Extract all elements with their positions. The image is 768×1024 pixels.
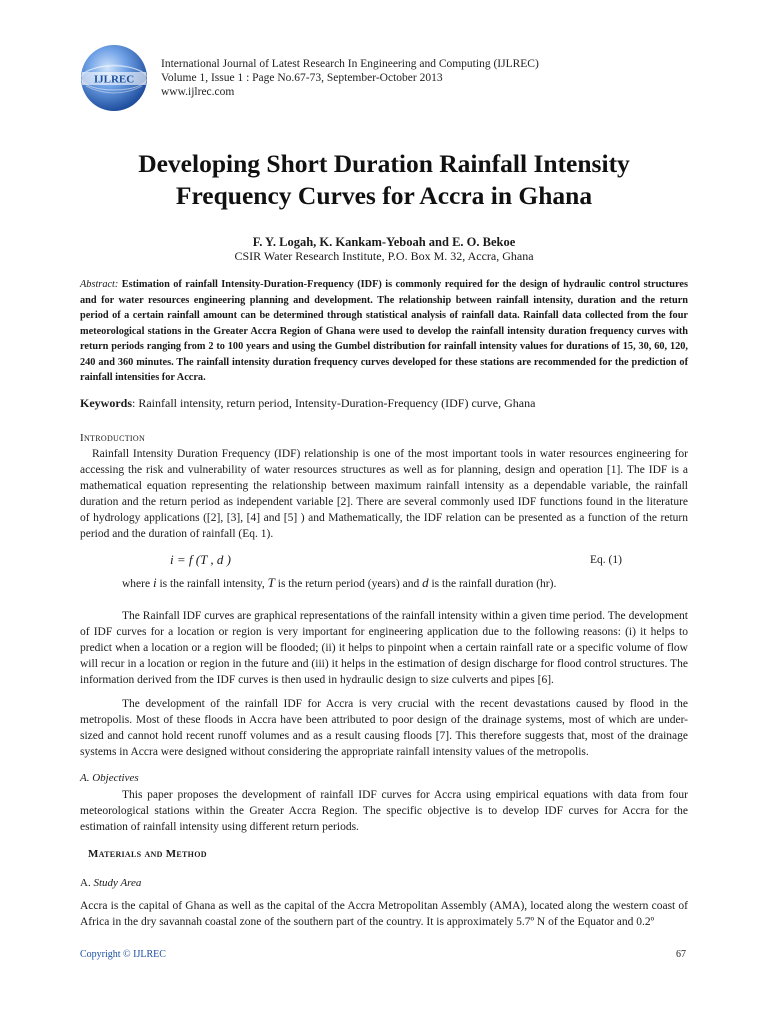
where-text: is the rainfall intensity,: [156, 578, 268, 590]
introduction-paragraph-2: The Rainfall IDF curves are graphical representations of the rainfall intensity within a given time period. The development of IDF curves for a location or region is very important for engineering application due to the following reasons: (i) it helps to predict when a location or a region will be flooded; (ii) it helps to pinpoint when a certain rainfall rate or a specific volume of flow will recur in a location or region in the future and (iii) it helps in the estimation of design discharge for flood control structures. The information derived from the IDF curves is then used in hydraulic design to size culverts and pipes [6].: [80, 610, 688, 686]
copyright-notice[interactable]: Copyright © IJLREC: [80, 949, 166, 960]
ijlrec-logo: [80, 44, 148, 112]
study-area-paragraph: Accra is the capital of Ghana as well as the capital of the Accra Metropolitan Assembly (AMA), located along the western coast of Africa in the dry savannah coastal zone of the southern part of the country. It is approximately 5.7º N of the Equator and 0.2º: [80, 900, 688, 928]
introduction-paragraph-1: Rainfall Intensity Duration Frequency (IDF) relationship is one of the most important tools in water resources engineering for accessing the risk and vulnerability of water resources structures as well as for planning, design and operation [1]. The IDF is a mathematical equation representing the relationship between maximum rainfall intensity as a dependable variable, the rainfall duration and the return period as independent variable [2]. There are several commonly used IDF functions found in the literature of hydrology applications ([2], [3], [4] and [5] ) and Mathematically, the IDF relation can be presented as a function of the return period and the duration of rainfall (Eq. 1).: [80, 448, 688, 540]
introduction-heading: Introduction: [80, 432, 146, 444]
page-number: 67: [676, 949, 686, 960]
logo-text: IJLREC: [93, 73, 135, 86]
equation-1: i = f (T , d ): [170, 552, 231, 567]
study-area-heading: [80, 877, 141, 889]
abstract-text: Estimation of rainfall Intensity-Duration-Frequency (IDF) is commonly required for the design of hydraulic control structures and for water resources engineering planning and development. The relationship between rainfall intensity, duration and the return period of a certain rainfall amount can be determined through statistical analysis of rainfall data. Rainfall data collected from the four meteorological stations in the Greater Accra Region of Ghana were used to develop the rainfall intensity duration frequency curves with return periods ranging from 2 to 100 years and using the Gumbel distribution for rainfall intensity values for durations of 15, 30, 60, 120, 240 and 360 minutes. The rainfall intensity duration frequency curves developed for these stations are recommended for the prediction of rainfall intensities for Accra.: [80, 279, 688, 383]
where-text: where: [122, 578, 153, 590]
var-T: T: [267, 575, 275, 590]
paper-title: [60, 148, 708, 212]
affiliation: CSIR Water Research Institute, P.O. Box M. 32, Accra, Ghana: [234, 249, 534, 263]
study-area-prefix: A.: [80, 877, 94, 889]
var-d: d: [422, 575, 429, 590]
objectives-paragraph: This paper proposes the development of rainfall IDF curves for Accra using empirical equations with data from four meteorological stations within the Greater Accra Region. The specific objective is to develop IDF curves for Accra for the estimation of rainfall intensity using different return periods.: [80, 789, 688, 833]
where-text: is the return period (years) and: [274, 578, 423, 590]
journal-name: International Journal of Latest Research In Engineering and Computing (IJLREC): [161, 58, 539, 70]
keywords: [80, 395, 688, 411]
keywords-label: Keywords: [80, 396, 132, 410]
equation-number: Eq. (1): [590, 554, 622, 566]
volume-line: Volume 1, Issue 1 : Page No.67-73, September-October 2013: [161, 72, 443, 84]
where-text: is the rainfall duration (hr).: [428, 578, 557, 590]
keywords-text: : Rainfall intensity, return period, Intensity-Duration-Frequency (IDF) curve, Ghana: [132, 396, 536, 410]
title-line-1: Developing Short Duration Rainfall Intensity: [138, 149, 630, 178]
equation-where: [122, 575, 556, 592]
abstract: [80, 277, 688, 386]
abstract-label: Abstract:: [80, 279, 119, 290]
journal-header: [161, 57, 721, 99]
study-area-title: Study Area: [93, 877, 142, 889]
title-line-2: Frequency Curves for Accra in Ghana: [175, 181, 593, 210]
journal-website[interactable]: www.ijlrec.com: [161, 86, 235, 98]
introduction-paragraph-3: The development of the rainfall IDF for Accra is very crucial with the recent devastations caused by flood in the metropolis. Most of these floods in Accra have been attributed to poor design of the drainage systems, most of which are under-sized and cannot hold recent runoff volumes and as a result causing floods [7]. This therefore suggests that, most of the drainage systems in Accra were designed without considering the appropriate rainfall intensity values of the metropolis.: [80, 698, 688, 758]
methods-heading: Materials and Method: [88, 848, 207, 860]
objectives-heading: A. Objectives: [80, 772, 139, 784]
var-i: i: [152, 575, 157, 590]
authors: F. Y. Logah, K. Kankam-Yeboah and E. O. Bekoe: [252, 235, 516, 249]
